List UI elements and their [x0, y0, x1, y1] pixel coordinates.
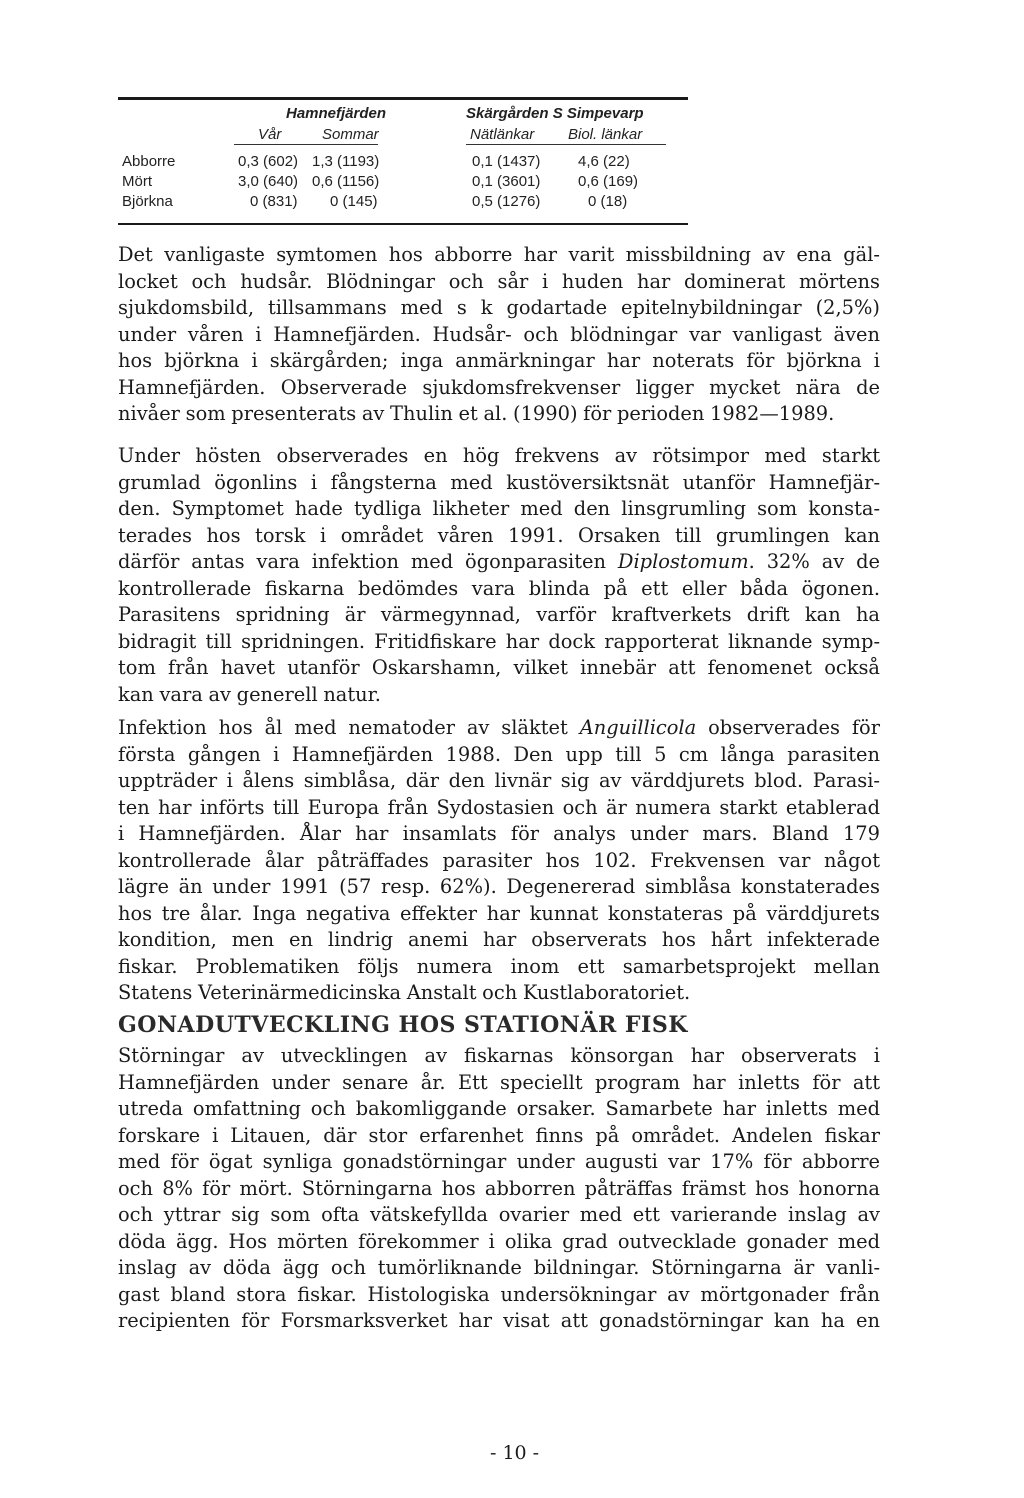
table-bottom-rule: [118, 223, 688, 225]
text-line: inslag av döda ägg och tumörliknande bildningar. Störningarna är vanli-: [118, 1256, 880, 1279]
text-line: kontrollerade ålar påträffades parasiter hos 102. Frekvensen var något: [118, 848, 880, 872]
text-line: under våren i Hamnefjärden. Hudsår- och blödningar var vanligast även: [118, 322, 880, 346]
page-number: - 10 -: [490, 1442, 540, 1464]
text-line: utreda omfattning och bakomliggande orsaker. Samarbete har inletts med: [118, 1097, 880, 1120]
paragraph-anguillicola: [118, 715, 880, 1007]
text-line: den. Symptomet hade tydliga likheter med den linsgrumling som konsta-: [118, 497, 880, 520]
text-line: därför antas vara infektion med ögonparasiten Diplostomum. 32% av de: [118, 550, 880, 573]
table-cell: 4,6 (22): [578, 153, 630, 170]
subheader-sommar: Sommar: [322, 126, 379, 143]
row-label-bjorkna: Björkna: [122, 193, 173, 210]
text-line: terades hos torsk i området våren 1991. Orsaken till grumlingen kan: [118, 523, 880, 547]
text-line: hos björkna i skärgården; inga anmärkningar har noterats för björkna i: [118, 349, 880, 372]
text-line: och 8% för mört. Störningarna hos abborren påträffas främst hos honorna: [118, 1176, 880, 1200]
species-name: Anguillicola: [579, 716, 697, 739]
text-line: forskare i Litauen, där stor erfarenhet finns på området. Andelen fiskar: [118, 1123, 880, 1147]
subheader-biol-lankar: Biol. länkar: [568, 126, 643, 143]
text-line: Statens Veterinärmedicinska Anstalt och Kustlaboratoriet.: [118, 981, 691, 1004]
text-line: och yttrar sig som ofta vätskefyllda ovarier med ett varierande inslag av: [118, 1203, 880, 1226]
text-line: hos tre ålar. Inga negativa effekter har kunnat konstateras på värddjurets: [118, 901, 880, 925]
text-line: nivåer som presenterats av Thulin et al. (1990) för perioden 1982—1989.: [118, 402, 835, 425]
text-line: Parasitens spridning är värmegynnad, varför kraftverkets drift kan ha: [118, 603, 880, 626]
table-cell: 1,3 (1193): [312, 153, 380, 170]
subheader-underline-2: [466, 144, 666, 145]
text-line: fiskar. Problematiken följs numera inom ett samarbetsprojekt mellan: [118, 954, 880, 978]
text-line: lägre än under 1991 (57 resp. 62%). Degenererad simblåsa konstaterades: [118, 875, 880, 898]
group-header-skargarden: Skärgården S Simpevarp: [466, 105, 644, 122]
text-line: gast bland stora fiskar. Histologiska undersökningar av mörtgonader från: [118, 1282, 880, 1306]
text-line: Under hösten observerades en hög frekvens av rötsimpor med starkt: [118, 444, 880, 467]
text-line: döda ägg. Hos mörten förekommer i olika grad outvecklade gonader med: [118, 1229, 880, 1253]
paragraph-diplostomum: [118, 443, 880, 708]
text-line: med för ögat synliga gonadstörningar under augusti var 17% för abborre: [118, 1150, 880, 1173]
text-line: recipienten för Forsmarksverket har visat att gonadstörningar kan ha en: [118, 1309, 880, 1332]
text-line: kontrollerade fiskarna bedömdes vara blinda på ett eller båda ögonen.: [118, 576, 880, 600]
table-cell: 0 (18): [588, 193, 628, 210]
table-cell: 3,0 (640): [238, 173, 299, 190]
text-line: tom från havet utanför Oskarshamn, vilket innebär att fenomenet också: [118, 656, 880, 679]
text-line: Hamnefjärden under senare år. Ett speciellt program har inletts för att: [118, 1070, 880, 1094]
table-cell: 0,3 (602): [238, 153, 299, 170]
species-name: Diplostomum: [617, 550, 749, 573]
row-label-mort: Mört: [122, 173, 152, 190]
subheader-natlankar: Nätlänkar: [470, 126, 535, 143]
text-line: bidragit till spridningen. Fritidfiskare har dock rapporterat liknande symp-: [118, 629, 880, 653]
paragraph-gonad-development: [118, 1043, 880, 1335]
text-line: kondition, men en lindrig anemi har observerats hos hårt infekterade: [118, 928, 880, 951]
table-cell: 0,1 (1437): [472, 153, 541, 170]
table-cell: 0 (145): [330, 193, 378, 210]
text-line: första gången i Hamnefjärden 1988. Den upp till 5 cm långa parasiten: [118, 742, 880, 766]
text-line: Hamnefjärden. Observerade sjukdomsfrekvenser ligger mycket nära de: [118, 375, 880, 399]
table-top-rule: [118, 97, 688, 100]
table-cell: 0,6 (169): [578, 173, 639, 190]
section-heading: GONADUTVECKLING HOS STATIONÄR FISK: [118, 1012, 688, 1038]
text-line: ten har införts till Europa från Sydostasien och är numera starkt etablerad: [118, 795, 880, 819]
subheader-underline-1: [234, 144, 378, 145]
table-cell: 0,1 (3601): [472, 173, 541, 190]
table-cell: 0,5 (1276): [472, 193, 541, 210]
group-header-hamnefjarden: Hamnefjärden: [286, 105, 387, 122]
paragraph-symptoms: [118, 242, 880, 428]
text-line: kan vara av generell natur.: [118, 682, 381, 706]
table-cell: 0 (831): [250, 193, 298, 210]
text-line: grumlad ögonlins i fångsterna med kustöversiktsnät utanför Hamnefjär-: [118, 470, 880, 494]
text-line: Infektion hos ål med nematoder av släktet Anguillicola observerades för: [118, 716, 880, 739]
text-line: uppträder i ålens simblåsa, där den livnär sig av värddjurets blod. Parasi-: [118, 769, 880, 792]
table-cell: 0,6 (1156): [312, 173, 380, 190]
row-label-abborre: Abborre: [122, 153, 176, 170]
text-line: locket och hudsår. Blödningar och sår i huden har dominerat mörtens: [118, 269, 880, 293]
text-line: i Hamnefjärden. Ålar har insamlats för analys under mars. Bland 179: [118, 822, 880, 845]
text-line: Störningar av utvecklingen av fiskarnas könsorgan har observerats i: [118, 1044, 880, 1067]
subheader-var: Vår: [258, 126, 282, 143]
text-line: sjukdomsbild, tillsammans med s k godartade epitelnybildningar (2,5%): [118, 296, 880, 319]
text-line: Det vanligaste symtomen hos abborre har varit missbildning av ena gäl-: [118, 243, 880, 266]
